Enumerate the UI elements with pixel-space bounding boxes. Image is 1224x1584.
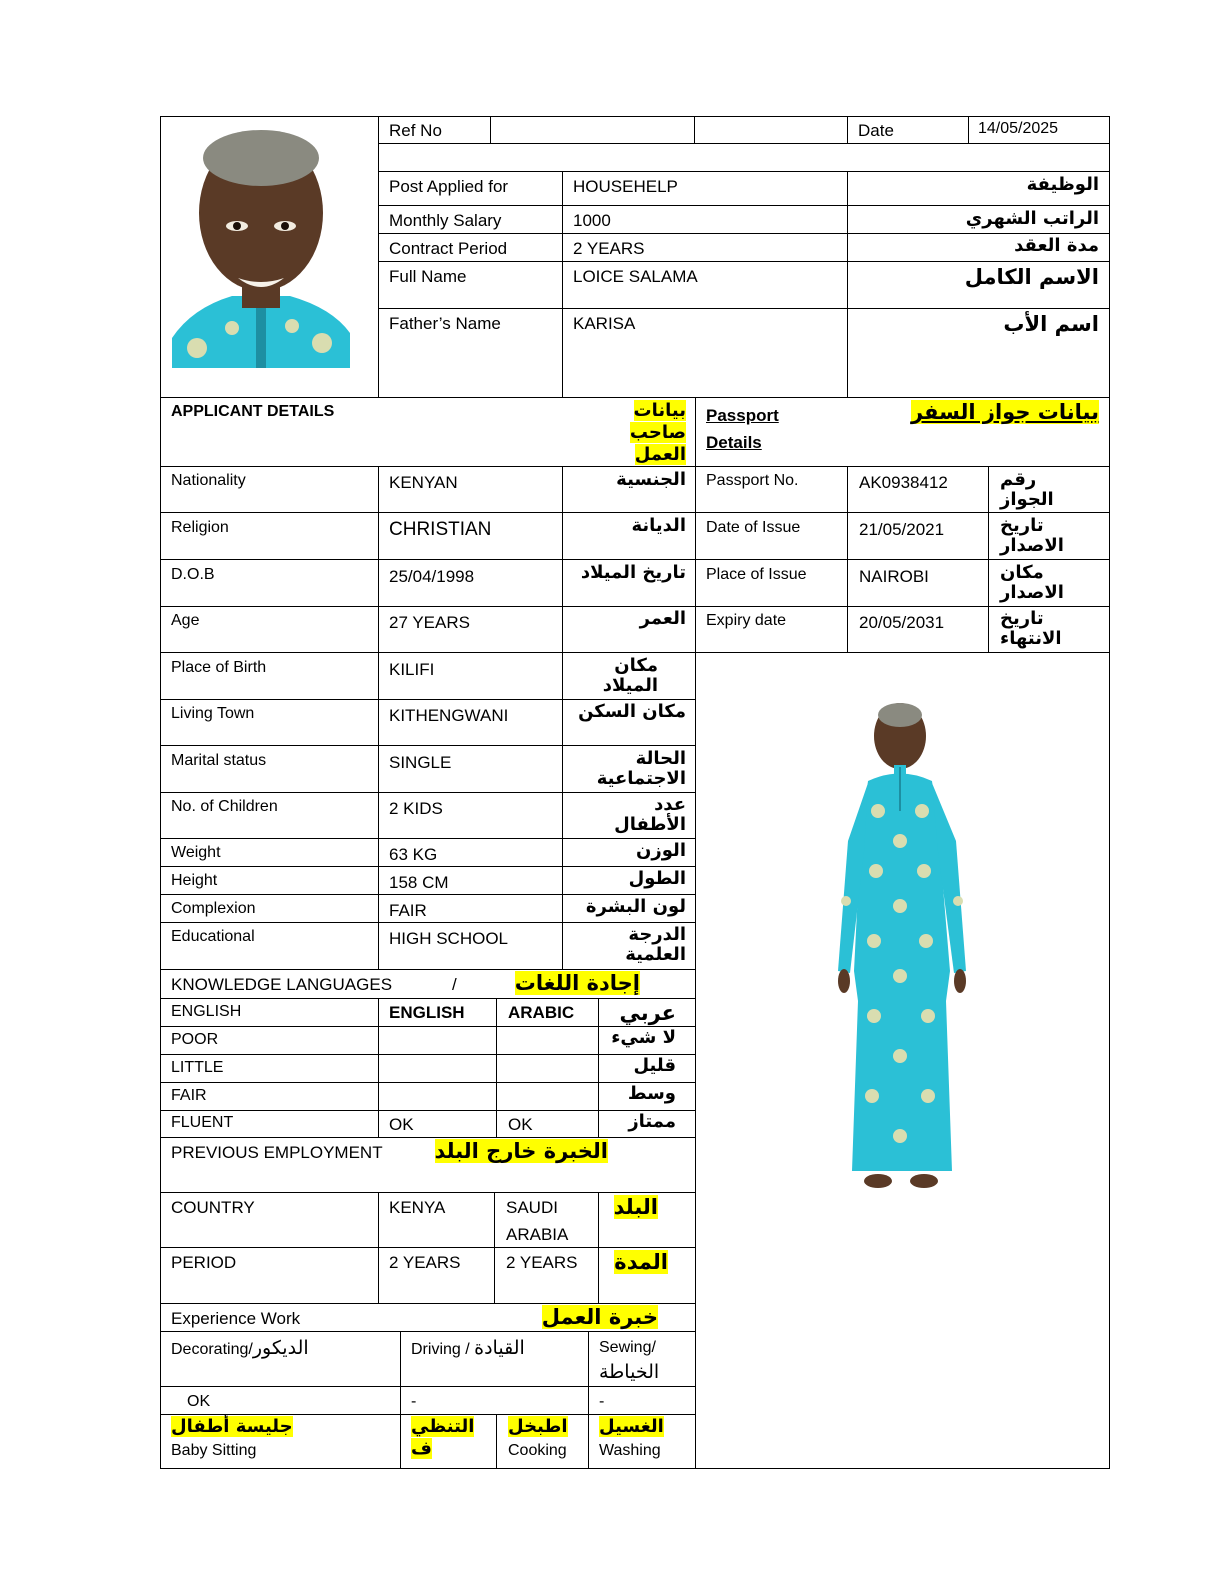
washing-ar: الغسيل [599,1416,664,1437]
applicant-headshot-photo [172,128,350,368]
lang-little-label: LITTLE [171,1059,224,1076]
date-of-issue-value: 21/05/2021 [859,520,945,539]
rule [847,466,848,653]
baby-sitting-ar: جليسة أطفال [171,1416,293,1437]
cooking-label: Cooking [508,1442,567,1459]
rule [378,1192,379,1303]
applicant-full-body-photo [828,701,988,1191]
rule [378,308,1110,309]
rule [598,998,599,1138]
rule [562,171,563,397]
decorating-value: OK [187,1393,211,1410]
marital-status-ar: الحالة الاجتماعية [596,748,686,789]
passport-no-value: AK0938412 [859,473,948,492]
lang-little-ar: قليل [633,1055,676,1076]
place-of-birth-value: KILIFI [389,660,435,679]
contract-value: 2 YEARS [573,239,645,258]
sewing-label-ar: الخياطة [599,1361,660,1383]
rule [847,116,848,143]
rule [160,1414,696,1415]
lang-fair-label: FAIR [171,1087,207,1104]
full-name-value: LOICE SALAMA [573,267,698,286]
rule [160,1082,696,1083]
rule [847,171,848,397]
lang-poor-ar: لا شيء [611,1027,676,1048]
applicant-details-heading: APPLICANT DETAILS [171,403,335,420]
dob-ar: تاريخ الميلاد [580,562,686,583]
salary-value: 1000 [573,211,611,230]
height-value: 158 CM [389,873,449,892]
dob-label: D.O.B [171,566,215,583]
sewing-label: Sewing/ [599,1339,656,1356]
date-of-issue-label: Date of Issue [706,519,801,536]
rule [400,1331,401,1469]
lang-fair-ar: وسط [627,1083,676,1104]
decorating-label: Decorating/الديكور [171,1337,309,1359]
rule [378,261,1110,262]
border-bottom [160,1468,1110,1469]
driving-label: Driving / القيادة [411,1337,525,1359]
passport-no-label: Passport No. [706,472,799,489]
complexion-label: Complexion [171,900,256,917]
languages-heading-ar: إجادة اللغات [514,971,640,995]
driving-value: - [411,1393,417,1410]
salary-label: Monthly Salary [389,211,502,230]
height-label: Height [171,872,218,889]
rule [160,998,696,999]
marital-status-label: Marital status [171,752,267,769]
rule [160,894,696,895]
period-2: 2 YEARS [506,1253,578,1272]
complexion-ar: لون البشرة [585,896,686,917]
rule [494,1192,495,1303]
place-of-issue-value: NAIROBI [859,567,929,586]
place-of-birth-label: Place of Birth [171,659,267,676]
nationality-value: KENYAN [389,473,458,492]
lang-fluent-label: FLUENT [171,1114,234,1131]
rule [160,1303,696,1304]
rule [160,397,1110,398]
rule [160,922,696,923]
rule [160,652,1110,653]
lang-col-arabic: ARABIC [508,1003,575,1022]
rule [378,205,1110,206]
salary-ar: الراتب الشهري [965,208,1099,229]
educational-label: Educational [171,928,255,945]
rule [160,1386,696,1387]
dob-value: 25/04/1998 [389,567,475,586]
living-town-label: Living Town [171,705,255,722]
period-label: PERIOD [171,1253,237,1272]
experience-heading-ar: خبرة العمل [541,1305,658,1329]
weight-label: Weight [171,844,221,861]
place-of-birth-ar: مكان الميلاد [602,655,658,696]
rule [378,466,379,969]
age-ar: العمر [639,608,686,629]
children-value: 2 KIDS [389,799,443,818]
rule [496,1414,497,1469]
weight-value: 63 KG [389,845,438,864]
father-name-label: Father’s Name [389,314,501,333]
contract-label: Contract Period [389,239,508,258]
rule [160,1054,696,1055]
passport-no-ar: رقم الجواز [1000,469,1054,510]
employment-heading: PREVIOUS EMPLOYMENT [171,1143,383,1162]
date-of-issue-ar: تاريخ الاصدار [1000,515,1064,556]
children-label: No. of Children [171,798,278,815]
rule [160,466,1110,467]
rule [160,1247,696,1248]
lang-header-label: ENGLISH [171,1003,242,1020]
nationality-ar: الجنسية [616,469,686,490]
rule [496,998,497,1138]
lang-col-ar: عربي [619,1001,676,1025]
lang-fluent-english: OK [389,1115,414,1134]
experience-heading: Experience Work [171,1309,301,1328]
baby-sitting-label: Baby Sitting [171,1442,257,1459]
rule [378,143,1110,144]
father-name-value: KARISA [573,314,636,333]
full-name-label: Full Name [389,267,467,286]
lang-col-english: ENGLISH [389,1003,465,1022]
expiry-date-ar: تاريخ الانتهاء [1000,608,1062,649]
rule [160,1331,696,1332]
living-town-ar: مكان السكن [578,701,686,722]
passport-details-heading: Passport Details [706,406,779,452]
age-value: 27 YEARS [389,613,470,632]
post-label: Post Applied for [389,177,509,196]
marital-status-value: SINGLE [389,753,452,772]
educational-ar: الدرجة العلمية [625,924,686,965]
lang-fluent-ar: ممتاز [628,1111,676,1132]
country-label: COUNTRY [171,1198,255,1217]
application-form [160,116,1110,1469]
weight-ar: الوزن [636,840,686,861]
border-right [1109,116,1110,1469]
children-ar: عدد الأطفال [614,794,686,835]
date-label: Date [858,121,894,140]
period-ar: المدة [614,1250,668,1274]
living-town-value: KITHENGWANI [389,706,509,725]
complexion-value: FAIR [389,901,427,920]
languages-heading: KNOWLEDGE LANGUAGES [171,975,393,994]
country-2-line2: ARABIA [506,1225,569,1244]
lang-poor-label: POOR [171,1031,219,1048]
rule [160,745,696,746]
passport-details-heading-ar: بيانات جواز السفر [910,400,1099,424]
rule [160,1137,696,1138]
rule [160,559,1110,560]
rule [378,171,1110,172]
rule [160,1192,696,1193]
country-ar: البلد [613,1195,658,1219]
rule [588,1331,589,1469]
religion-ar: الديانة [631,515,686,536]
border-left [160,116,161,1469]
rule [378,233,1110,234]
employment-heading-ar: الخبرة خارج البلد [434,1139,608,1163]
post-ar: الوظيفة [1026,174,1099,195]
height-ar: الطول [628,868,686,889]
post-value: HOUSEHELP [573,177,678,196]
rule [988,466,989,653]
rule [490,116,491,143]
expiry-date-label: Expiry date [706,612,787,629]
religion-label: Religion [171,519,229,536]
washing-label: Washing [599,1442,661,1459]
rule [160,1110,696,1111]
country-1: KENYA [389,1198,446,1217]
place-of-issue-ar: مكان الاصدار [1000,562,1064,603]
lang-fluent-arabic: OK [508,1115,533,1134]
father-name-ar: اسم الأب [1003,312,1099,336]
rule [160,969,696,970]
cleaning-ar-line1: التنظي [411,1416,475,1437]
nationality-label: Nationality [171,472,246,489]
rule [968,116,969,143]
rule [378,998,379,1138]
rule [694,116,695,143]
place-of-issue-label: Place of Issue [706,566,807,583]
sewing-value: - [599,1393,605,1410]
rule [160,866,696,867]
country-2-line1: SAUDI [506,1198,558,1217]
rule [598,1192,599,1303]
ref-no-label: Ref No [389,121,442,140]
period-1: 2 YEARS [389,1253,461,1272]
rule [160,699,696,700]
languages-slash: / [452,975,457,994]
contract-ar: مدة العقد [1014,235,1099,256]
religion-value: CHRISTIAN [389,519,492,540]
rule [160,792,696,793]
rule [160,838,696,839]
educational-value: HIGH SCHOOL [389,929,509,948]
cleaning-ar-line2: ف [411,1438,432,1459]
rule [160,512,1110,513]
rule [160,606,1110,607]
full-name-ar: الاسم الكامل [964,265,1099,289]
expiry-date-value: 20/05/2031 [859,613,945,632]
applicant-details-heading-ar: بيانات صاحب العمل [629,400,686,465]
cooking-ar: اطبخل [508,1416,568,1437]
age-label: Age [171,612,200,629]
rule [378,116,379,397]
rule [695,397,696,1469]
rule [562,466,563,969]
date-value: 14/05/2025 [978,120,1059,137]
